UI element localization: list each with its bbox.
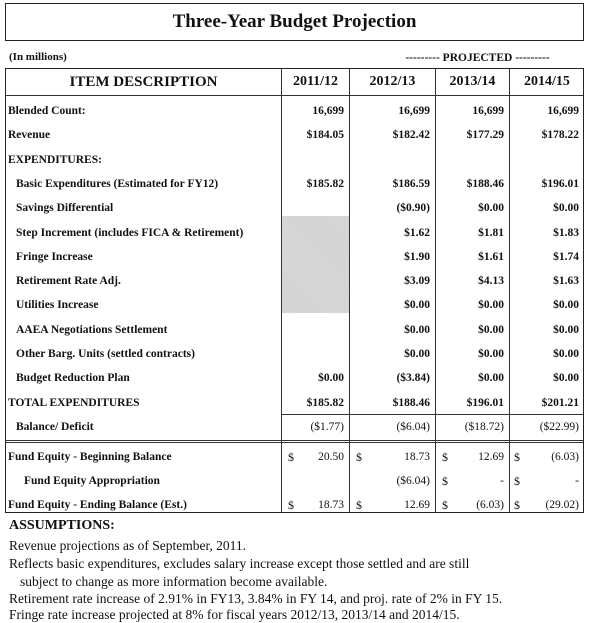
cell-value: ($18.72) [464, 420, 504, 433]
table-row [6, 245, 583, 269]
assumption-line: Retirement rate increase of 2.91% in FY13, 3.84% in FY 14, and proj. rate of 2% in FY 15. [9, 591, 503, 606]
dollar-sign: $ [514, 450, 520, 464]
dollar-sign: $ [514, 498, 520, 512]
cell-value: 18.73 [318, 499, 344, 511]
header-divider [6, 95, 583, 96]
dollar-sign: $ [288, 498, 294, 512]
cell-value: $0.00 [478, 372, 504, 385]
cell-value: $185.82 [306, 177, 344, 190]
cell-value: ($1.77) [310, 420, 344, 433]
cell-value: - [500, 475, 504, 487]
cell-value: $0.00 [553, 202, 579, 215]
cell-value: $184.05 [306, 129, 344, 142]
cell-value: 12.69 [478, 451, 504, 463]
cell-value: ($22.99) [539, 420, 579, 433]
cell-value: 16,699 [547, 105, 579, 117]
cell-value: $185.82 [306, 396, 344, 409]
table-row [6, 221, 583, 245]
table-row [6, 269, 583, 293]
header-year-2014: 2014/15 [524, 74, 570, 89]
table-row [6, 318, 583, 342]
cell-value: ($3.84) [396, 372, 430, 385]
cell-value: 12.69 [404, 499, 430, 511]
cell-value: $1.90 [404, 250, 430, 263]
dollar-sign: $ [442, 498, 448, 512]
projected-label: --------- PROJECTED --------- [405, 52, 550, 64]
row-label: Fund Equity - Beginning Balance [8, 451, 172, 463]
cell-value: $0.00 [404, 323, 430, 336]
table-row [6, 196, 583, 220]
cell-value: $3.09 [404, 275, 430, 288]
table-row [6, 342, 583, 366]
dollar-sign: $ [356, 498, 362, 512]
table-row [6, 123, 583, 147]
table-row [6, 366, 583, 390]
header-year-2011: 2011/12 [292, 74, 339, 89]
table-row [6, 391, 583, 415]
assumption-line: Revenue projections as of September, 2011. [9, 538, 247, 553]
cell-value: $0.00 [553, 299, 579, 312]
cell-value: ($6.04) [396, 475, 430, 487]
row-label: Savings Differential [16, 202, 114, 215]
cell-value: $0.00 [478, 299, 504, 312]
page-title [5, 3, 584, 41]
row-label: Retirement Rate Adj. [16, 275, 121, 288]
header-year-2013: 2013/14 [449, 74, 496, 89]
cell-value: ($0.90) [396, 202, 430, 215]
row-label: Fringe Increase [16, 250, 93, 263]
cell-value: $188.46 [392, 396, 430, 409]
row-label: Blended Count: [8, 105, 86, 117]
cell-value: - [575, 475, 579, 487]
cell-value: 16,699 [312, 105, 344, 117]
table-row [6, 293, 583, 317]
header-item-description: ITEM DESCRIPTION [69, 73, 218, 90]
cell-value: $201.21 [541, 396, 579, 409]
cell-value: $196.01 [466, 396, 504, 409]
budget-table [5, 68, 584, 513]
dollar-sign: $ [288, 450, 294, 464]
table-row [6, 415, 583, 439]
cell-value: $0.00 [318, 372, 344, 385]
row-label: Fund Equity Appropriation [24, 475, 160, 487]
cell-value: $196.01 [541, 177, 579, 190]
assumption-line: Fringe rate increase projected at 8% for fiscal years 2012/13, 2013/14 and 2014/15. [9, 607, 460, 622]
table-row [6, 172, 583, 196]
row-label: Revenue [8, 129, 51, 142]
cell-value: $1.62 [404, 226, 430, 239]
cell-value: (6.03) [551, 451, 579, 463]
row-label: AAEA Negotiations Settlement [16, 323, 168, 336]
cell-value: $0.00 [553, 323, 579, 336]
header-year-2012: 2012/13 [369, 74, 416, 89]
row-label: Other Barg. Units (settled contracts) [16, 348, 195, 360]
assumption-line: subject to change as more information become available. [20, 574, 328, 589]
equity-divider [6, 440, 583, 443]
cell-value: $177.29 [466, 129, 504, 142]
row-label: Fund Equity - Ending Balance (Est.) [8, 499, 187, 511]
row-label: EXPENDITURES: [8, 153, 102, 166]
cell-value: $0.00 [478, 202, 504, 215]
row-label: Budget Reduction Plan [16, 372, 130, 385]
cell-value: $1.63 [553, 275, 579, 288]
cell-value: $0.00 [404, 348, 430, 360]
dollar-sign: $ [442, 474, 448, 488]
row-label: Basic Expenditures (Estimated for FY12) [16, 177, 219, 190]
cell-value: $0.00 [404, 299, 430, 312]
cell-value: $188.46 [466, 177, 504, 190]
row-label: Step Increment (includes FICA & Retirement) [16, 226, 244, 239]
cell-value: (29.02) [545, 499, 579, 511]
table-row [6, 99, 583, 123]
assumptions-heading: ASSUMPTIONS: [9, 518, 115, 533]
cell-value: $1.81 [478, 226, 504, 239]
dollar-sign: $ [356, 450, 362, 464]
table-row [6, 148, 583, 172]
cell-value: $1.83 [553, 226, 579, 239]
equity-row [6, 445, 583, 469]
row-label: Utilities Increase [16, 299, 99, 312]
equity-row [6, 493, 583, 517]
equity-row [6, 469, 583, 493]
title-text: Three-Year Budget Projection [172, 11, 417, 32]
cell-value: $0.00 [553, 372, 579, 385]
dollar-sign: $ [442, 450, 448, 464]
units-label: (In millions) [9, 51, 67, 63]
cell-value: 18.73 [404, 451, 430, 463]
cell-value: $186.59 [392, 177, 430, 190]
assumption-line: Reflects basic expenditures, excludes salary increase except those settled and are still [9, 556, 470, 571]
cell-value: $0.00 [478, 348, 504, 360]
cell-value: 16,699 [472, 105, 504, 117]
cell-value: $0.00 [553, 348, 579, 360]
cell-value: $182.42 [392, 129, 430, 142]
row-label: Balance/ Deficit [16, 420, 94, 433]
cell-value: $1.74 [553, 250, 579, 263]
cell-value: (6.03) [476, 499, 504, 511]
dollar-sign: $ [514, 474, 520, 488]
cell-value: $0.00 [478, 323, 504, 336]
cell-value: ($6.04) [396, 420, 430, 433]
cell-value: $1.61 [478, 250, 504, 263]
cell-value: $4.13 [478, 275, 504, 288]
cell-value: 20.50 [318, 451, 344, 463]
cell-value: $178.22 [541, 129, 579, 142]
cell-value: 16,699 [398, 105, 430, 117]
row-label: TOTAL EXPENDITURES [8, 396, 140, 409]
